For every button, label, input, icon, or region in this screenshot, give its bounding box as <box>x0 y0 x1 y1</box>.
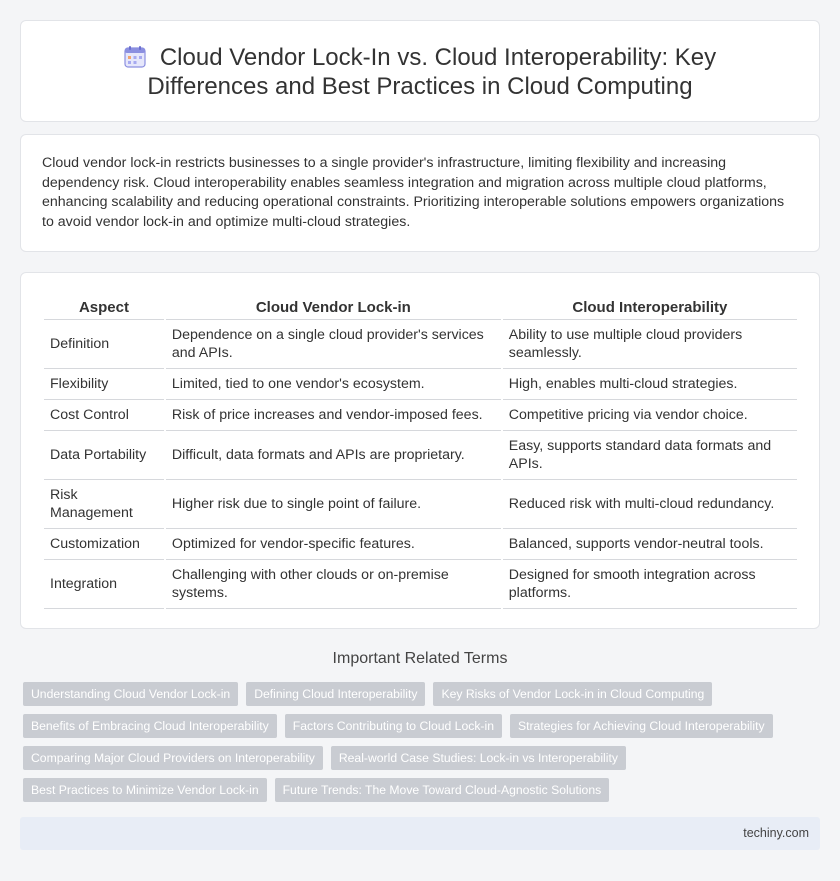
calendar-icon <box>124 46 146 68</box>
related-term-link[interactable]: Key Risks of Vendor Lock-in in Cloud Computing <box>433 682 712 706</box>
page-title: Cloud Vendor Lock-In vs. Cloud Interoperability: Key Differences and Best Practices in Cloud Computing <box>147 44 717 100</box>
table-row <box>44 431 797 480</box>
title-card <box>20 20 820 122</box>
related-term-link[interactable]: Comparing Major Cloud Providers on Interoperability <box>23 746 323 770</box>
cell-aspect: Integration <box>44 560 164 609</box>
comparison-table <box>42 295 799 609</box>
related-term-link[interactable]: Defining Cloud Interoperability <box>246 682 425 706</box>
cell-lock-in: Challenging with other clouds or on-premise systems. <box>166 560 501 609</box>
table-row <box>44 560 797 609</box>
related-term-link[interactable]: Future Trends: The Move Toward Cloud-Agnostic Solutions <box>275 778 610 802</box>
table-row <box>44 480 797 529</box>
cell-interoperability: High, enables multi-cloud strategies. <box>503 369 797 400</box>
cell-lock-in: Risk of price increases and vendor-imposed fees. <box>166 400 501 431</box>
related-terms-list <box>23 682 813 810</box>
related-term-link[interactable]: Factors Contributing to Cloud Lock-in <box>285 714 502 738</box>
cell-interoperability: Easy, supports standard data formats and APIs. <box>503 431 797 480</box>
cell-lock-in: Limited, tied to one vendor's ecosystem. <box>166 369 501 400</box>
cell-aspect: Data Portability <box>44 431 164 480</box>
cell-interoperability: Ability to use multiple cloud providers seamlessly. <box>503 320 797 369</box>
cell-lock-in: Optimized for vendor-specific features. <box>166 529 501 560</box>
cell-lock-in: Dependence on a single cloud provider's services and APIs. <box>166 320 501 369</box>
table-row <box>44 529 797 560</box>
table-row <box>44 400 797 431</box>
intro-text: Cloud vendor lock-in restricts businesses to a single provider's infrastructure, limiting flexibility and increasing dependency risk. Cloud interoperability enables seamless integration and migration across multiple cloud platforms, enhancing scalability and reducing operational constraints. Prioritizing interoperable solutions empowers organizations to avoid vendor lock-in and optimize multi-cloud strategies. <box>42 155 785 230</box>
cell-aspect: Definition <box>44 320 164 369</box>
related-term-link[interactable]: Benefits of Embracing Cloud Interoperability <box>23 714 277 738</box>
footer <box>20 817 820 850</box>
cell-aspect: Customization <box>44 529 164 560</box>
table-header-row <box>44 295 797 320</box>
related-term-link[interactable]: Best Practices to Minimize Vendor Lock-in <box>23 778 267 802</box>
cell-aspect: Cost Control <box>44 400 164 431</box>
cell-aspect: Risk Management <box>44 480 164 529</box>
cell-interoperability: Competitive pricing via vendor choice. <box>503 400 797 431</box>
header-vendor-lock-in: Cloud Vendor Lock-in <box>166 295 501 320</box>
table-row <box>44 369 797 400</box>
related-term-link[interactable]: Real-world Case Studies: Lock-in vs Interoperability <box>331 746 626 770</box>
cell-aspect: Flexibility <box>44 369 164 400</box>
table-row <box>44 320 797 369</box>
cell-interoperability: Reduced risk with multi-cloud redundancy. <box>503 480 797 529</box>
intro-card <box>20 134 820 252</box>
cell-lock-in: Higher risk due to single point of failure. <box>166 480 501 529</box>
header-interoperability: Cloud Interoperability <box>503 295 797 320</box>
related-term-link[interactable]: Strategies for Achieving Cloud Interoperability <box>510 714 773 738</box>
comparison-card <box>20 272 820 629</box>
cell-lock-in: Difficult, data formats and APIs are proprietary. <box>166 431 501 480</box>
title-wrap <box>21 43 819 101</box>
cell-interoperability: Balanced, supports vendor-neutral tools. <box>503 529 797 560</box>
related-term-link[interactable]: Understanding Cloud Vendor Lock-in <box>23 682 238 706</box>
related-terms-heading: Important Related Terms <box>332 650 508 667</box>
footer-site-link[interactable]: techiny.com <box>743 826 809 840</box>
cell-interoperability: Designed for smooth integration across platforms. <box>503 560 797 609</box>
header-aspect: Aspect <box>44 295 164 320</box>
